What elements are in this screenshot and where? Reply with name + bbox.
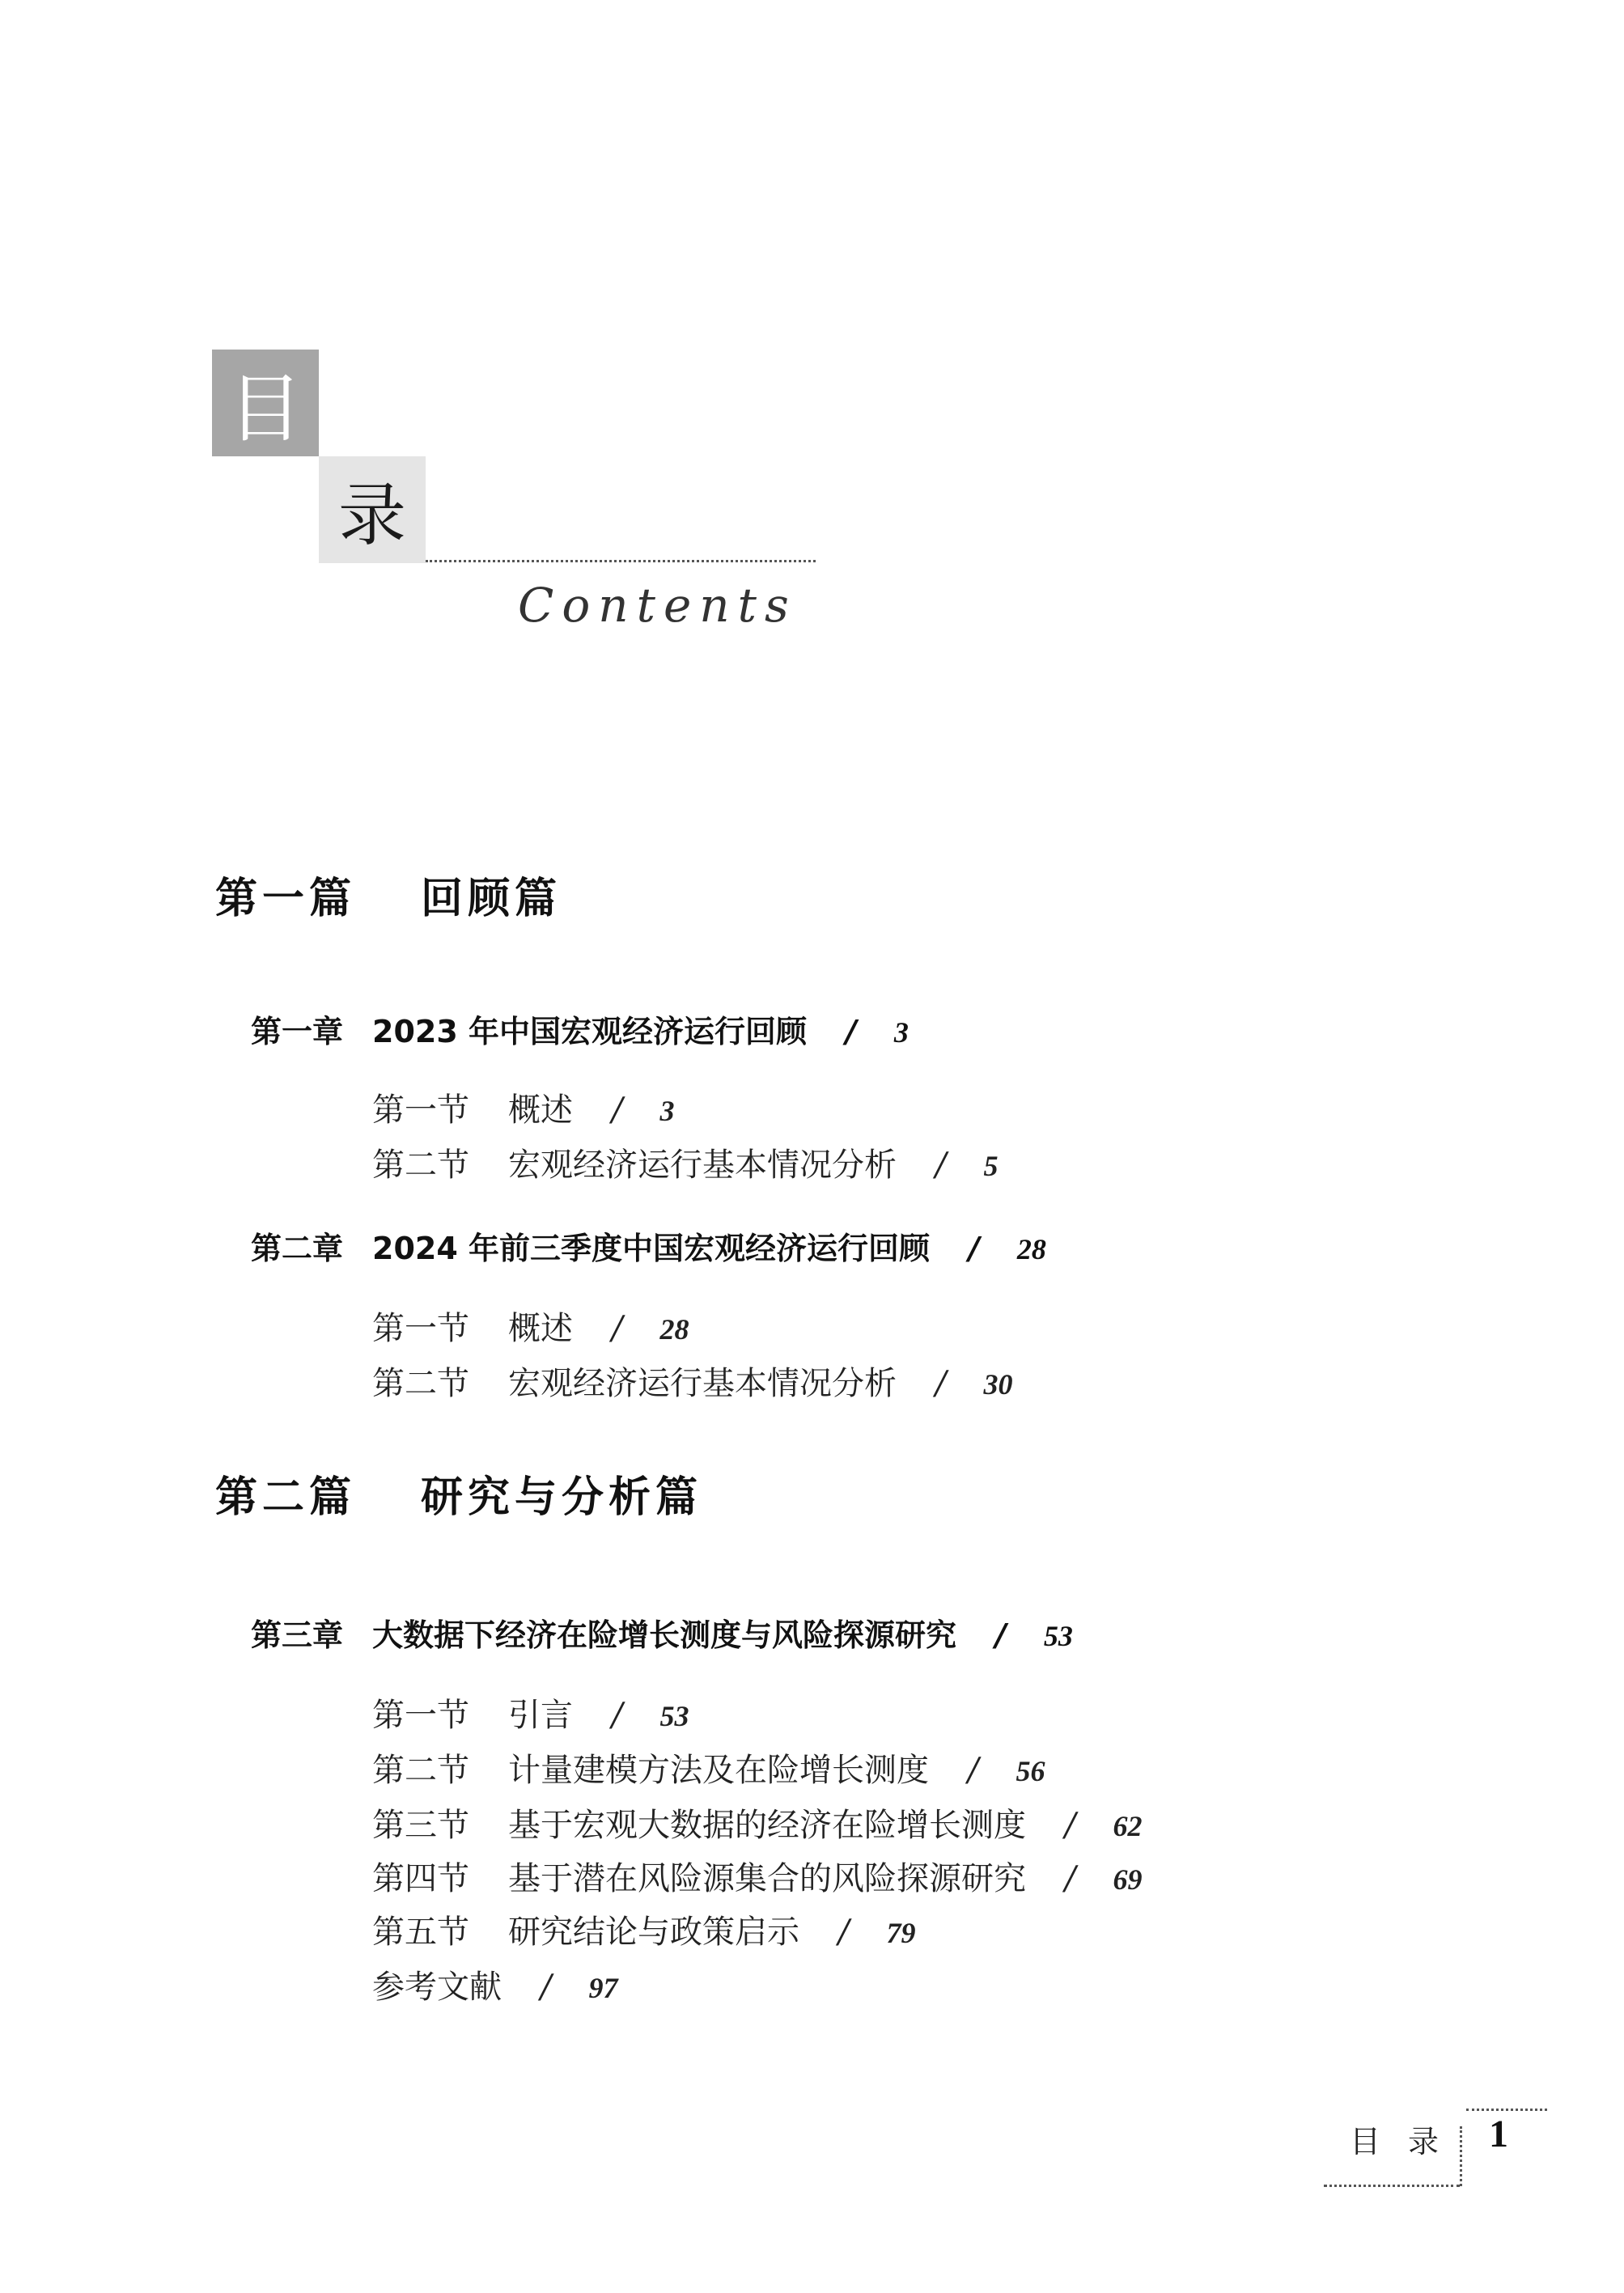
- title-char-1: 目: [212, 350, 319, 456]
- part-label: 第一篇: [215, 875, 357, 923]
- section-label: 第一节: [372, 1697, 469, 1734]
- part-label: 第二篇: [215, 1473, 357, 1522]
- section-title: 宏观经济运行基本情况分析: [508, 1365, 897, 1402]
- section-label: 第五节: [372, 1914, 469, 1951]
- page-number: 30: [983, 1368, 1013, 1401]
- page-number: 79: [886, 1917, 916, 1949]
- section-title: 基于潜在风险源集合的风险探源研究: [508, 1860, 1026, 1897]
- page-number: 28: [659, 1313, 689, 1346]
- section-entry[interactable]: [372, 1139, 998, 1185]
- title-divider: [426, 560, 816, 562]
- page-number: 3: [893, 1016, 909, 1049]
- page-number: 5: [983, 1150, 999, 1182]
- section-title: 概述: [508, 1091, 573, 1129]
- separator: /: [838, 1914, 850, 1951]
- footer-divider: [1324, 2185, 1460, 2187]
- part-heading-2[interactable]: [215, 1463, 702, 1524]
- separator: /: [541, 1969, 552, 2006]
- page-number: 69: [1113, 1863, 1143, 1896]
- page-number: 3: [659, 1095, 675, 1127]
- footer-divider-top: [1466, 2109, 1547, 2111]
- chapter-title: 大数据下经济在险增长测度与风险探源研究: [372, 1617, 957, 1653]
- separator: /: [969, 1231, 980, 1266]
- section-entry[interactable]: [372, 1689, 689, 1736]
- page-number: 62: [1113, 1810, 1143, 1842]
- separator: /: [935, 1365, 947, 1402]
- separator: /: [612, 1091, 623, 1129]
- chapter-title: 2024 年前三季度中国宏观经济运行回顾: [372, 1231, 931, 1266]
- page-number: 28: [1016, 1233, 1046, 1265]
- section-label: 第二节: [372, 1146, 469, 1184]
- part-title: 研究与分析篇: [421, 1473, 703, 1522]
- separator: /: [1065, 1860, 1076, 1897]
- section-label: 第一节: [372, 1091, 469, 1129]
- section-entry[interactable]: [372, 1906, 915, 1952]
- section-title: 计量建模方法及在险增长测度: [508, 1752, 929, 1789]
- part-heading-1[interactable]: [215, 864, 562, 925]
- section-entry[interactable]: [372, 1303, 689, 1349]
- chapter-label: 第二章: [251, 1231, 344, 1266]
- footer-divider-vertical: [1460, 2126, 1462, 2186]
- section-entry[interactable]: [372, 1853, 1142, 1899]
- section-label: 第一节: [372, 1310, 469, 1347]
- page-number: 97: [588, 1972, 618, 2004]
- section-entry[interactable]: [372, 1358, 1012, 1404]
- page-number: 53: [1043, 1620, 1073, 1652]
- section-title: 引言: [508, 1697, 573, 1734]
- section-title: 参考文献: [372, 1969, 502, 2006]
- chapter-entry-3[interactable]: [251, 1610, 1073, 1655]
- chapter-label: 第三章: [251, 1617, 344, 1653]
- separator: /: [846, 1014, 857, 1049]
- separator: /: [968, 1752, 979, 1789]
- section-label: 第二节: [372, 1365, 469, 1402]
- section-label: 第三节: [372, 1807, 469, 1844]
- separator: /: [612, 1310, 623, 1347]
- part-title: 回顾篇: [421, 875, 562, 923]
- footer-label: 目录: [1350, 2124, 1467, 2159]
- chapter-label: 第一章: [251, 1014, 344, 1049]
- separator: /: [1065, 1807, 1076, 1844]
- footer-page-number: 1: [1489, 2113, 1508, 2155]
- page-number: 56: [1016, 1755, 1045, 1787]
- section-label: 第四节: [372, 1860, 469, 1897]
- chapter-entry-2[interactable]: [251, 1223, 1046, 1268]
- page-number: 53: [659, 1700, 689, 1732]
- section-entry[interactable]: [372, 1799, 1142, 1846]
- section-entry-references[interactable]: [372, 1961, 617, 2007]
- separator: /: [995, 1617, 1007, 1653]
- section-title: 研究结论与政策启示: [508, 1914, 799, 1951]
- section-label: 第二节: [372, 1752, 469, 1789]
- contents-subtitle: Contents: [518, 578, 797, 633]
- chapter-title: 2023 年中国宏观经济运行回顾: [372, 1014, 808, 1049]
- section-title: 概述: [508, 1310, 573, 1347]
- chapter-entry-1[interactable]: [251, 1007, 909, 1051]
- section-entry[interactable]: [372, 1744, 1045, 1791]
- separator: /: [612, 1697, 623, 1734]
- section-title: 基于宏观大数据的经济在险增长测度: [508, 1807, 1026, 1844]
- section-title: 宏观经济运行基本情况分析: [508, 1146, 897, 1184]
- title-char-2: 录: [319, 456, 426, 563]
- separator: /: [935, 1146, 947, 1184]
- section-entry[interactable]: [372, 1084, 674, 1130]
